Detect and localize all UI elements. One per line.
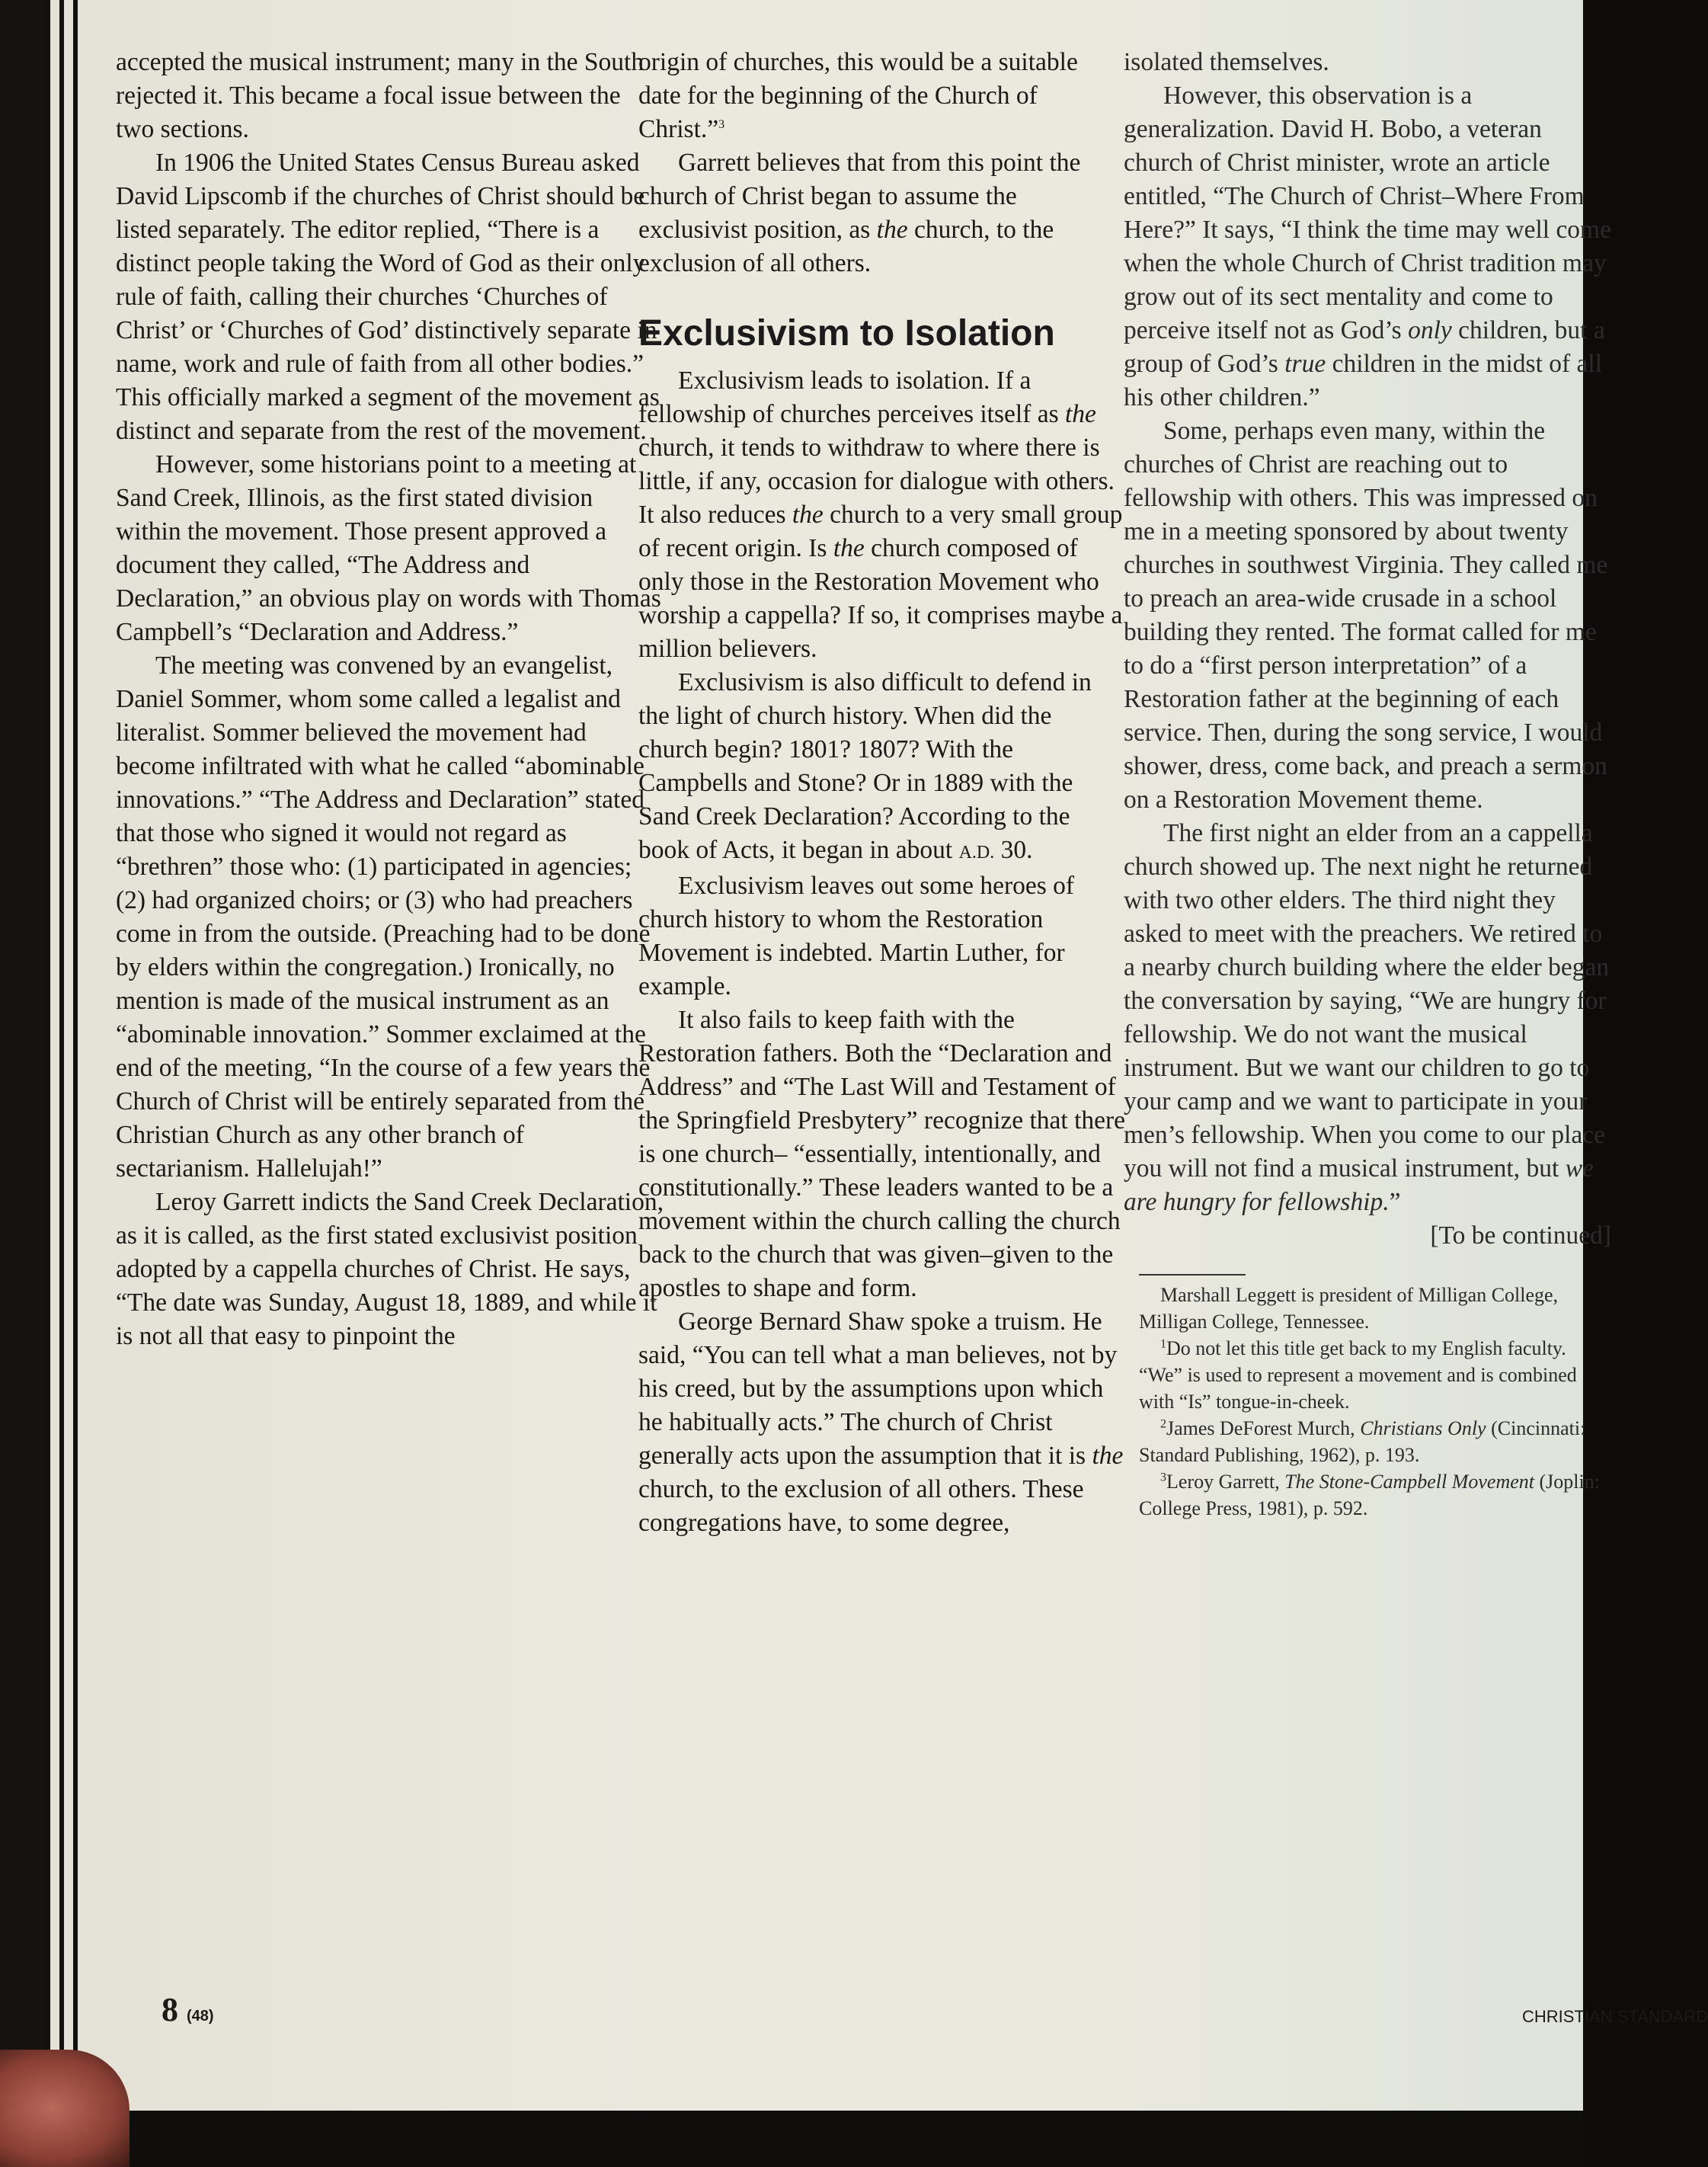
paragraph: isolated themselves. bbox=[1124, 48, 1329, 76]
column-right bbox=[1124, 46, 1611, 1522]
column-middle bbox=[638, 46, 1126, 1540]
paragraph: It also fails to keep faith with the Restoration fathers. Both the “Declaration and Address” and “The Last Will and Testament of the Springfield Presbytery” recognize that there is one church– “essentially, intentionally, and constitutionally.” These leaders wanted to be a movement within the church calling the church back to the church that was given–given to the apostles to shape and form. bbox=[638, 1006, 1126, 1302]
paragraph: Exclusivism is also difficult to defend in the light of church history. When did the church begin? 1801? 1807? With the Campbells and Stone? Or in 1889 with the Sand Creek Declaration? According to the book of Acts, it began in about A.D. 30. bbox=[638, 668, 1092, 864]
page-number: 8 (48) bbox=[162, 1991, 214, 2028]
paragraph: However, this observation is a generalization. David H. Bobo, a veteran church of Christ minister, wrote an article entitled, “The Church of Christ–Where From Here?” It says, “I think the time may well come when the whole Church of Christ tradition may grow out of its sect mentality and come to perceive itself not as God’s only children, but a group of God’s true children in the midst of all his other children.” bbox=[1124, 82, 1611, 411]
footnotes bbox=[1139, 1282, 1611, 1522]
column-left bbox=[116, 46, 664, 1353]
magazine-name: CHRISTIAN STANDARD bbox=[1522, 2007, 1708, 2026]
issue-number: (48) bbox=[187, 2008, 214, 2025]
magazine-page bbox=[46, 0, 1708, 2111]
margin-rule bbox=[73, 0, 78, 2103]
book-spine bbox=[0, 0, 46, 2167]
paragraph: Leroy Garrett indicts the Sand Creek Declaration, as it is called, as the first stated exclusivist position adopted by a cappella churches of Christ. He says, “The date was Sunday, August 18, 1889, and while it is not all that easy to pinpoint the bbox=[116, 1188, 664, 1350]
footnote-ref: 3 bbox=[718, 117, 725, 131]
paragraph: Some, perhaps even many, within the churches of Christ are reaching out to fellowship with others. This was impressed on me in a meeting sponsored by about twenty churches in southwest Virginia. They called me to preach an area-wide crusade in a school building they rented. The format called for me to do a “first person interpretation” of a Restoration father at the beginning of each service. Then, during the song service, I would shower, dress, come back, and preach a sermon on a Restoration Movement theme. bbox=[1124, 417, 1608, 814]
paragraph: Exclusivism leads to isolation. If a fellowship of churches perceives itself as the church, it tends to withdraw to where there is little, if any, occasion for dialogue with others. It also reduces the church to a very small group of recent origin. Is the church composed of only those in the Restoration Movement who worship a cappella? If so, it comprises maybe a million believers. bbox=[638, 367, 1123, 663]
footnote: $^1$Do not let this title get back to my English faculty. “We” is used to represent a movement and is combined with “Is” tongue-in-cheek. bbox=[1139, 1337, 1577, 1413]
paragraph: However, some historians point to a meeting at Sand Creek, Illinois, as the first stated division within the movement. Those present approved a document they called, “The Address and Declaration,” an obvious play on words with Thomas Campbell’s “Declaration and Address.” bbox=[116, 450, 661, 646]
paragraph: Exclusivism leaves out some heroes of church history to whom the Restoration Movement is indebted. Martin Luther, for example. bbox=[638, 872, 1075, 1000]
paragraph: origin of churches, this would be a suitable date for the beginning of the Church of Christ.”$^3$ bbox=[638, 48, 1078, 143]
section-heading: Exclusivism to Isolation bbox=[638, 313, 1055, 354]
margin-rule bbox=[59, 0, 64, 2103]
thumb bbox=[0, 2050, 130, 2167]
margin-rule bbox=[46, 0, 50, 2103]
footnote: $^2$James DeForest Murch, Christians Only (Cincinnati: Standard Publishing, 1962), p. 193. bbox=[1139, 1417, 1586, 1466]
author-bio: Marshall Leggett is president of Milligan College, Milligan College, Tennessee. bbox=[1139, 1284, 1559, 1333]
paragraph: In 1906 the United States Census Bureau asked David Lipscomb if the churches of Christ should be listed separately. The editor replied, “There is a distinct people taking the Word of God as their only rule of faith, calling their churches ‘Churches of Christ’ or ‘Churches of God’ distinctively separate in name, work and rule of faith from all other bodies.” This officially marked a segment of the movement as distinct and separate from the rest of the movement. bbox=[116, 149, 660, 445]
footnote-divider bbox=[1139, 1274, 1246, 1276]
footnote: $^3$Leroy Garrett, The Stone-Campbell Movement (Joplin: College Press, 1981), p. 592. bbox=[1139, 1471, 1600, 1519]
paragraph: The meeting was convened by an evangelist, Daniel Sommer, whom some called a legalist and literalist. Sommer believed the movement had become infiltrated with what he called “abominable innovations.” “The Address and Declaration” stated that those who signed it would not regard as “brethren” those who: (1) participated in agencies; (2) had organized choirs; or (3) who had preachers come in from the outside. (Preaching had to be done by elders within the congregation.) Ironically, no mention is made of the musical instrument as an “abominable innovation.” Sommer exclaimed at the end of the meeting, “In the course of a few years the Church of Christ will be entirely separated from the Christian Church as any other branch of sectarianism. Hallelujah!” bbox=[116, 651, 651, 1183]
paragraph: accepted the musical instrument; many in the South rejected it. This became a focal issue between the two sections. bbox=[116, 48, 644, 143]
background-edge bbox=[0, 2111, 1583, 2167]
paragraph: Garrett believes that from this point the church of Christ began to assume the exclusivist position, as the church, to the exclusion of all others. bbox=[638, 149, 1081, 277]
paragraph: The first night an elder from an a cappella church showed up. The next night he returned with two other elders. The third night they asked to meet with the preachers. We retired to a nearby church building where the elder began the conversation by saying, “We are hungry for fellowship. We do not want the musical instrument. But we want our children to go to your camp and we want to participate in your men’s fellowship. When you come to our place you will not find a musical instrument, but we are hungry for fellowship.” bbox=[1124, 819, 1610, 1216]
paragraph: George Bernard Shaw spoke a truism. He said, “You can tell what a man believes, not by his creed, but by the assumptions upon which he habitually acts.” The church of Christ generally acts upon the assumption that it is the church, to the exclusion of all others. These congregations have, to some degree, bbox=[638, 1308, 1124, 1537]
continued-note: [To be continued] bbox=[1430, 1221, 1611, 1250]
